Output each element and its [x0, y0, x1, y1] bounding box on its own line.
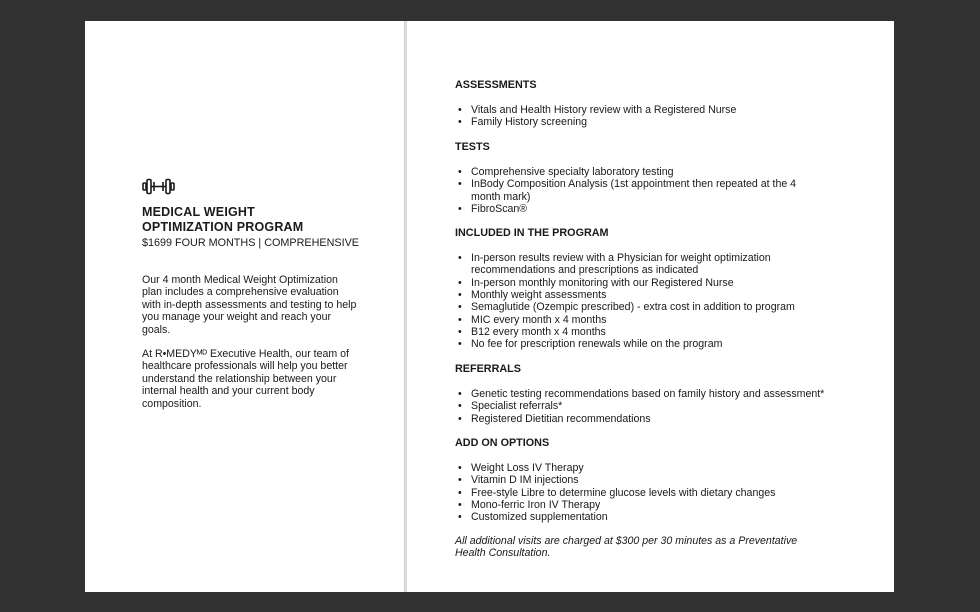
right-page — [407, 21, 894, 592]
paragraph-line: plan includes a comprehensive evaluation — [142, 286, 339, 299]
intro-paragraph — [142, 274, 357, 336]
paragraph-line: At R•MEDYᴹᴰ Executive Health, our team of — [142, 348, 349, 360]
section-heading: REFERRALS — [455, 363, 521, 375]
program-title — [142, 205, 372, 234]
list-item-continuation: month mark) — [471, 190, 531, 203]
paragraph-line: composition. — [142, 397, 202, 410]
paragraph-line: understand the relationship between your — [142, 372, 337, 385]
list-item: • Free-style Libre to determine glucose levels with dietary changes — [455, 487, 855, 499]
list-item: • Family History screening — [455, 116, 855, 128]
paragraph-line: healthcare professionals will help you better — [142, 360, 348, 373]
section-tests — [455, 141, 855, 215]
list-item: • In-person monthly monitoring with our Registered Nurse — [455, 277, 855, 289]
program-title-line: OPTIMIZATION PROGRAM — [142, 219, 304, 234]
dumbbell-icon — [142, 178, 175, 195]
section-heading: TESTS — [455, 141, 490, 153]
team-paragraph — [142, 348, 357, 410]
section-heading: INCLUDED IN THE PROGRAM — [455, 227, 609, 239]
section-list — [455, 462, 855, 524]
list-item: • Monthly weight assessments — [455, 289, 855, 301]
section-list — [455, 252, 855, 351]
section-assessments — [455, 79, 855, 129]
left-page — [85, 21, 405, 592]
section-list — [455, 166, 855, 215]
section-heading: ADD ON OPTIONS — [455, 437, 550, 449]
list-item: • Weight Loss IV Therapy — [455, 462, 855, 474]
list-item: • No fee for prescription renewals while on the program — [455, 338, 855, 350]
list-item: • In-person results review with a Physician for weight optimization — [455, 252, 855, 264]
section-list — [455, 388, 855, 425]
program-price: $1699 FOUR MONTHS | COMPREHENSIVE — [142, 237, 359, 249]
paragraph-line: goals. — [142, 323, 171, 336]
list-item: • Specialist referrals* — [455, 400, 855, 412]
list-item-continuation: recommendations and prescriptions as indicated — [471, 264, 699, 277]
list-item: • Semaglutide (Ozempic prescribed) - extra cost in addition to program — [455, 301, 855, 313]
footnote-line: All additional visits are charged at $300 per 30 minutes as a Preventative — [455, 535, 798, 547]
section-referrals — [455, 363, 855, 425]
list-item: • Genetic testing recommendations based on family history and assessment* — [455, 388, 855, 400]
paragraph-line: internal health and your current body — [142, 385, 315, 398]
list-item: • Vitals and Health History review with a Registered Nurse — [455, 104, 855, 116]
paragraph-line: Our 4 month Medical Weight Optimization — [142, 274, 338, 286]
section-list — [455, 104, 855, 129]
list-item: • Mono-ferric Iron IV Therapy — [455, 499, 855, 511]
program-title-line: MEDICAL WEIGHT — [142, 205, 255, 219]
paragraph-line: with in-depth assessments and testing to help — [142, 298, 357, 311]
list-item: • Vitamin D IM injections — [455, 474, 855, 486]
list-item: • Registered Dietitian recommendations — [455, 413, 855, 425]
section-heading: ASSESSMENTS — [455, 79, 537, 91]
list-item: • Comprehensive specialty laboratory testing — [455, 166, 855, 178]
section-included — [455, 227, 855, 351]
list-item: • Customized supplementation — [455, 511, 855, 523]
list-item: • B12 every month x 4 months — [455, 326, 855, 338]
paragraph-line: you manage your weight and reach your — [142, 311, 332, 324]
list-item: • MIC every month x 4 months — [455, 314, 855, 326]
list-item: • InBody Composition Analysis (1st appointment then repeated at the 4 — [455, 178, 855, 190]
list-item: • FibroScan® — [455, 203, 855, 215]
footnote-line: Health Consultation. — [455, 547, 551, 560]
section-add-on-options — [455, 437, 855, 524]
pricing-footnote — [455, 535, 835, 560]
